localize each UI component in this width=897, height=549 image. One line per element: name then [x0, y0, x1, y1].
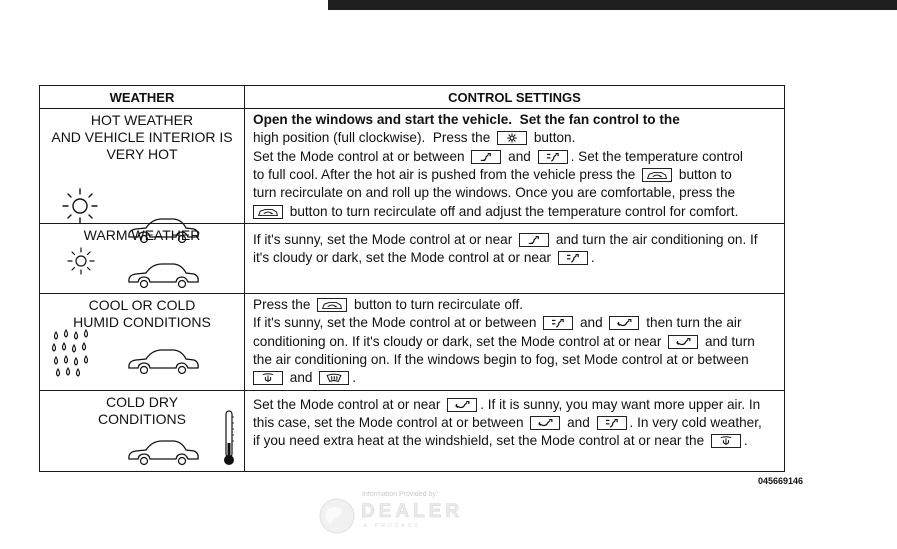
car-icon	[126, 437, 200, 467]
watermark	[318, 490, 488, 540]
settings-cell-cold-dry	[245, 390, 785, 471]
bi-level-icon	[558, 251, 588, 265]
settings-text: the air conditioning on. If the windows begin to fog, set Mode control at or between	[253, 352, 749, 368]
settings-text: . In very cold weather,	[629, 415, 762, 431]
sun-icon	[60, 186, 100, 226]
settings-text: . Set the temperature control	[570, 148, 743, 164]
settings-text: .	[590, 250, 595, 266]
weather-label: CONDITIONS	[98, 410, 186, 427]
watermark-tag: E-PROCESS	[364, 523, 421, 529]
weather-cell-cold-dry	[40, 390, 245, 471]
mix-icon	[711, 434, 741, 448]
settings-text: .	[743, 433, 748, 449]
settings-text: Press the	[253, 297, 311, 313]
table-row	[40, 390, 785, 471]
mix-icon	[253, 371, 283, 385]
settings-text: then turn the air	[646, 315, 742, 331]
recirculate-icon	[317, 298, 347, 312]
panel-vent-icon	[519, 233, 549, 247]
weather-cell-warm	[40, 224, 245, 294]
car-icon	[126, 346, 200, 376]
settings-text: turn recirculate on and roll up the windows. Once you are comfortable, press the	[253, 185, 736, 201]
settings-text: if you need extra heat at the windshield, set the Mode control at or near the	[253, 433, 705, 449]
settings-text: to full cool. After the hot air is pushed from the vehicle press the	[253, 166, 636, 182]
settings-text: button to turn recirculate off and adjust the temperature control for comfort.	[289, 203, 739, 219]
settings-text: and	[289, 370, 313, 386]
settings-text: and	[508, 148, 531, 164]
watermark-brand: DEALER	[361, 501, 464, 522]
settings-cell-hot	[245, 109, 785, 224]
settings-text: If it's sunny, set the Mode control at or near	[253, 232, 513, 248]
recirculate-icon	[642, 168, 672, 182]
car-icon	[126, 260, 200, 290]
control-settings-header: CONTROL SETTINGS	[245, 86, 785, 109]
bi-level-icon	[538, 150, 568, 164]
climate-control-table	[39, 85, 785, 472]
settings-text: high position (full clockwise).	[253, 130, 426, 146]
settings-text: button to turn recirculate off.	[353, 297, 523, 313]
floor-icon	[668, 335, 698, 349]
settings-text: and	[567, 415, 590, 431]
weather-label: VERY HOT	[106, 146, 178, 163]
fan-icon	[497, 131, 527, 145]
thermometer-icon	[222, 409, 236, 467]
settings-text: Set the fan control to the	[519, 112, 680, 128]
globe-icon	[318, 497, 356, 535]
settings-text: and	[580, 315, 603, 331]
panel-vent-icon	[471, 150, 501, 164]
watermark-caption: Information Provided by:	[362, 491, 438, 498]
table-header-row	[40, 86, 785, 109]
weather-label: AND VEHICLE INTERIOR IS	[51, 129, 233, 146]
weather-label: WARM WEATHER	[83, 227, 201, 244]
settings-text: .	[352, 370, 357, 386]
defrost-icon	[319, 371, 349, 385]
raindrops-icon	[50, 328, 94, 380]
weather-header: WEATHER	[40, 86, 245, 109]
settings-cell-warm	[245, 224, 785, 294]
bi-level-icon	[543, 316, 573, 330]
top-bar	[328, 0, 897, 10]
table-row	[40, 224, 785, 294]
settings-text: and turn the air conditioning on. If	[555, 232, 758, 248]
settings-text: Press the	[432, 130, 491, 146]
settings-text: Set the Mode control at or near	[253, 396, 441, 412]
settings-cell-cool	[245, 294, 785, 391]
settings-text: button.	[533, 130, 576, 146]
weather-cell-cool	[40, 294, 245, 391]
table-row	[40, 294, 785, 391]
weather-cell-hot	[40, 109, 245, 224]
sun-icon	[66, 246, 96, 276]
weather-label: COOL OR COLD	[88, 297, 196, 314]
reference-number: 045669146	[758, 476, 804, 486]
settings-text: button to	[678, 166, 732, 182]
weather-label: HOT WEATHER	[90, 112, 194, 129]
weather-label: HUMID CONDITIONS	[73, 314, 211, 331]
settings-text: this case, set the Mode control at or between	[253, 415, 524, 431]
settings-text: Set the Mode control at or between	[253, 148, 465, 164]
settings-text: conditioning on. If it's cloudy or dark, set the Mode control at or near	[253, 333, 662, 349]
recirculate-icon	[253, 205, 283, 219]
table-row	[40, 109, 785, 224]
settings-text: it's cloudy or dark, set the Mode control at or near	[253, 250, 552, 266]
floor-icon	[530, 416, 560, 430]
bi-level-icon	[597, 416, 627, 430]
floor-icon	[609, 316, 639, 330]
settings-text: If it's sunny, set the Mode control at or between	[253, 315, 537, 331]
settings-text: Open the windows and start the vehicle.	[253, 112, 513, 128]
floor-icon	[447, 398, 477, 412]
weather-label: COLD DRY	[105, 393, 179, 410]
settings-text: . If it is sunny, you may want more upper air. In	[480, 396, 761, 412]
settings-text: and turn	[704, 333, 755, 349]
